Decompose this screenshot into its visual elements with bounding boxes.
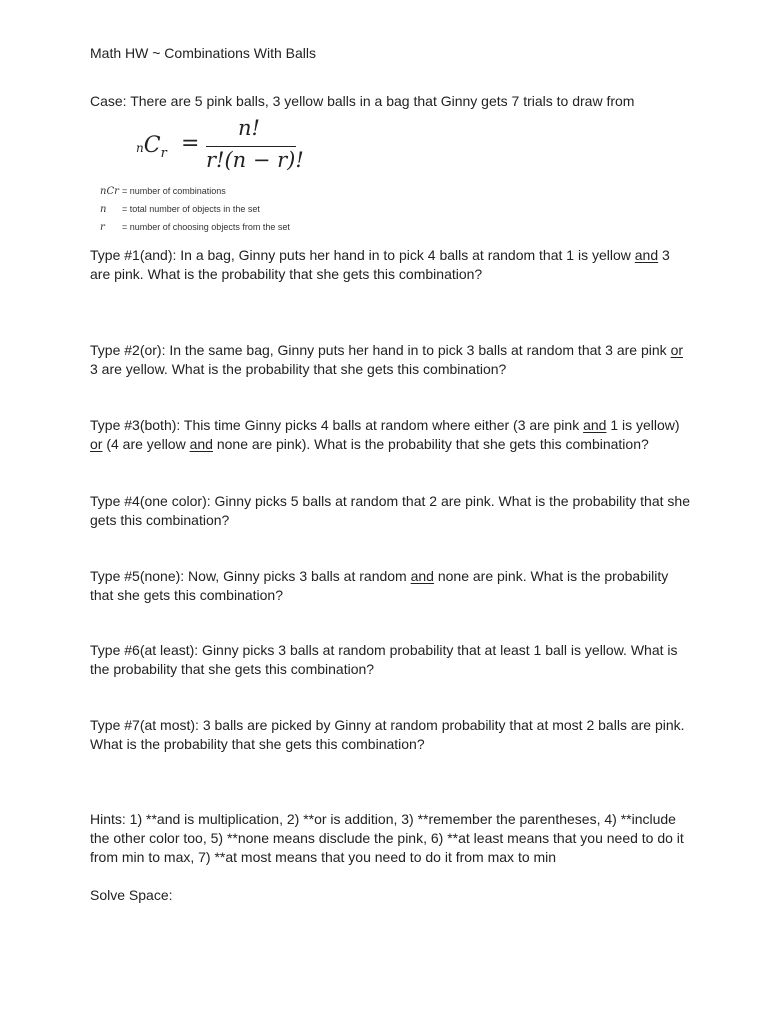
legend-text: = number of choosing objects from the set bbox=[122, 222, 290, 232]
formula-lhs bbox=[136, 133, 167, 161]
legend-symbol: nCr bbox=[100, 186, 119, 197]
question-type-1: Type #1(and): In a bag, Ginny puts her hand in to pick 4 balls at random that 1 is yellow and 3 are pink. What is the probability that she gets this combination? bbox=[90, 247, 670, 283]
question-type-4: Type #4(one color): Ginny picks 5 balls at random that 2 are pink. What is the probability that she gets this combination? bbox=[90, 493, 690, 529]
question-type-2: Type #2(or): In the same bag, Ginny puts her hand in to pick 3 balls at random that 3 are pink or 3 are yellow. What is the probability that she gets this combination? bbox=[90, 342, 684, 378]
formula-lhs-sub-right: r bbox=[160, 146, 167, 161]
formula-lhs-sub-left: n bbox=[136, 141, 144, 155]
legend-text: = number of combinations bbox=[122, 186, 226, 196]
question-type-6: Type #6(at least): Ginny picks 3 balls at random probability that at least 1 ball is yellow. What is the probability that she gets this combination? bbox=[90, 642, 678, 678]
formula-numerator: n! bbox=[238, 116, 260, 140]
legend-text: = total number of objects in the set bbox=[122, 204, 260, 214]
legend-row-n bbox=[100, 202, 260, 216]
document-title: Math HW ~ Combinations With Balls bbox=[90, 45, 317, 61]
legend-row-r bbox=[100, 220, 290, 234]
formula-fraction-bar bbox=[206, 146, 296, 147]
formula-equals: = bbox=[181, 131, 200, 156]
legend-row-combinations bbox=[100, 184, 226, 198]
formula-denominator: r!(n − r)! bbox=[206, 148, 304, 172]
legend-symbol: n bbox=[100, 204, 107, 215]
legend-symbol: r bbox=[100, 222, 105, 233]
hints-paragraph: Hints: 1) **and is multiplication, 2) **or is addition, 3) **remember the parentheses, 4) **include the other color too, 5) **none means disclude the pink, 6) **at least means that you need to do it from min to max, 7) **at most means that you need to do it from max to min bbox=[90, 811, 684, 866]
question-type-5: Type #5(none): Now, Ginny picks 3 balls at random and none are pink. What is the probability that she gets this combination? bbox=[90, 568, 669, 604]
case-statement: Case: There are 5 pink balls, 3 yellow balls in a bag that Ginny gets 7 trials to draw from bbox=[90, 93, 635, 109]
question-type-3: Type #3(both): This time Ginny picks 4 balls at random where either (3 are pink and 1 is yellow) or (4 are yellow and none are pink). What is the probability that she gets this combination? bbox=[90, 417, 680, 453]
formula-lhs-main: C bbox=[143, 133, 161, 158]
question-type-7: Type #7(at most): 3 balls are picked by Ginny at random probability that at most 2 balls are pink. What is the probability that she gets this combination? bbox=[90, 717, 685, 753]
solve-space-label: Solve Space: bbox=[90, 887, 173, 903]
combination-formula bbox=[136, 115, 306, 177]
